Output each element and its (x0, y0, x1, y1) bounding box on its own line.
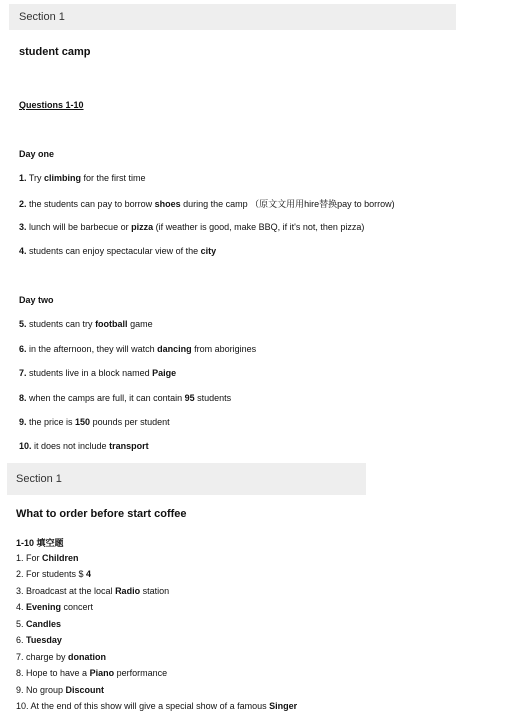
item-text: 2. For students $ (16, 569, 87, 579)
item-text: concert (61, 602, 94, 612)
question-number: 4. (19, 246, 27, 256)
question-text: students can enjoy spectacular view of the (26, 246, 201, 256)
question-number: 9. (19, 417, 27, 427)
question-text: for the first time (81, 173, 146, 183)
question-number: 7. (19, 368, 27, 378)
item-text: 5. (16, 619, 27, 629)
question-text: lunch will be barbecue or (26, 222, 132, 232)
answer-text: Evening (26, 602, 62, 612)
item-text: 1. For (16, 553, 43, 563)
question-text: in the afternoon, they will watch (26, 344, 158, 354)
item-text: performance (114, 668, 168, 678)
question-text: from aborigines (191, 344, 257, 354)
item-text: station (140, 586, 170, 596)
question-number: 10. (19, 441, 32, 451)
document-title: student camp (19, 46, 91, 58)
blank-item-5 (16, 619, 61, 629)
blank-item-4 (16, 602, 93, 612)
question-item-1 (19, 173, 146, 183)
question-item-7 (19, 368, 176, 378)
question-number: 8. (19, 393, 27, 403)
answer-text: dancing (157, 344, 192, 354)
question-text: game (127, 319, 153, 329)
answer-text: shoes (154, 199, 181, 209)
question-item-5 (19, 319, 153, 329)
question-number: 3. (19, 222, 27, 232)
blank-item-1 (16, 553, 79, 563)
section-header-label: Section 1 (16, 473, 62, 485)
question-item-8 (19, 393, 231, 403)
answer-text: pizza (131, 222, 154, 232)
questions-subtitle: Questions 1-10 (19, 100, 84, 110)
blank-item-10 (16, 701, 297, 711)
blank-item-9 (16, 685, 104, 695)
answer-text: city (200, 246, 217, 256)
section-header-bar (9, 4, 456, 30)
answer-text: Singer (269, 701, 298, 711)
answer-text: Candles (26, 619, 62, 629)
blank-item-3 (16, 586, 169, 596)
question-text: students live in a block named (26, 368, 153, 378)
answer-text: climbing (44, 173, 82, 183)
question-number: 1. (19, 173, 27, 183)
question-text: the students can pay to borrow (26, 199, 155, 209)
question-text: (if weather is good, make BBQ, if it's not, then pizza) (153, 222, 365, 232)
answer-text: Paige (152, 368, 177, 378)
item-text: 9. No group (16, 685, 66, 695)
section-header-label: Section 1 (19, 11, 65, 23)
blank-item-8 (16, 668, 167, 678)
answer-text: Tuesday (26, 635, 62, 645)
question-item-3 (19, 222, 364, 232)
question-item-10 (19, 441, 149, 451)
fill-blank-subtitle: 1-10 填空题 (16, 538, 64, 548)
question-text: students can try (26, 319, 96, 329)
answer-text: 4 (86, 569, 92, 579)
blank-item-6 (16, 635, 62, 645)
item-text: 3. Broadcast at the local (16, 586, 116, 596)
question-text: during the camp （原文文用用hire替换pay to borrow) (180, 199, 395, 209)
item-text: 7. charge by (16, 652, 69, 662)
answer-text: football (95, 319, 128, 329)
answer-text: Children (42, 553, 79, 563)
section-header-bar (7, 463, 366, 495)
answer-text: Discount (65, 685, 105, 695)
question-text: when the camps are full, it can contain (26, 393, 185, 403)
day-one-heading: Day one (19, 149, 55, 159)
section-title: What to order before start coffee (16, 508, 187, 520)
day-two-heading: Day two (19, 295, 54, 305)
question-text: it does not include (31, 441, 110, 451)
item-text: 10. At the end of this show will give a special show of a famous (16, 701, 270, 711)
question-text: students (194, 393, 232, 403)
question-item-4 (19, 246, 216, 256)
answer-text: transport (109, 441, 149, 451)
question-item-9 (19, 417, 170, 427)
answer-text: Radio (115, 586, 141, 596)
answer-text: Piano (89, 668, 115, 678)
question-number: 6. (19, 344, 27, 354)
item-text: 4. (16, 602, 27, 612)
item-text: 8. Hope to have a (16, 668, 90, 678)
blank-item-7 (16, 652, 106, 662)
answer-text: 150 (75, 417, 91, 427)
question-item-6 (19, 344, 256, 354)
answer-text: 95 (184, 393, 195, 403)
answer-text: donation (68, 652, 107, 662)
item-text: 6. (16, 635, 27, 645)
question-number: 5. (19, 319, 27, 329)
question-item-2 (19, 197, 395, 210)
question-text: the price is (26, 417, 76, 427)
question-text: Try (26, 173, 45, 183)
question-number: 2. (19, 199, 27, 209)
blank-item-2 (16, 569, 91, 579)
question-text: pounds per student (90, 417, 170, 427)
